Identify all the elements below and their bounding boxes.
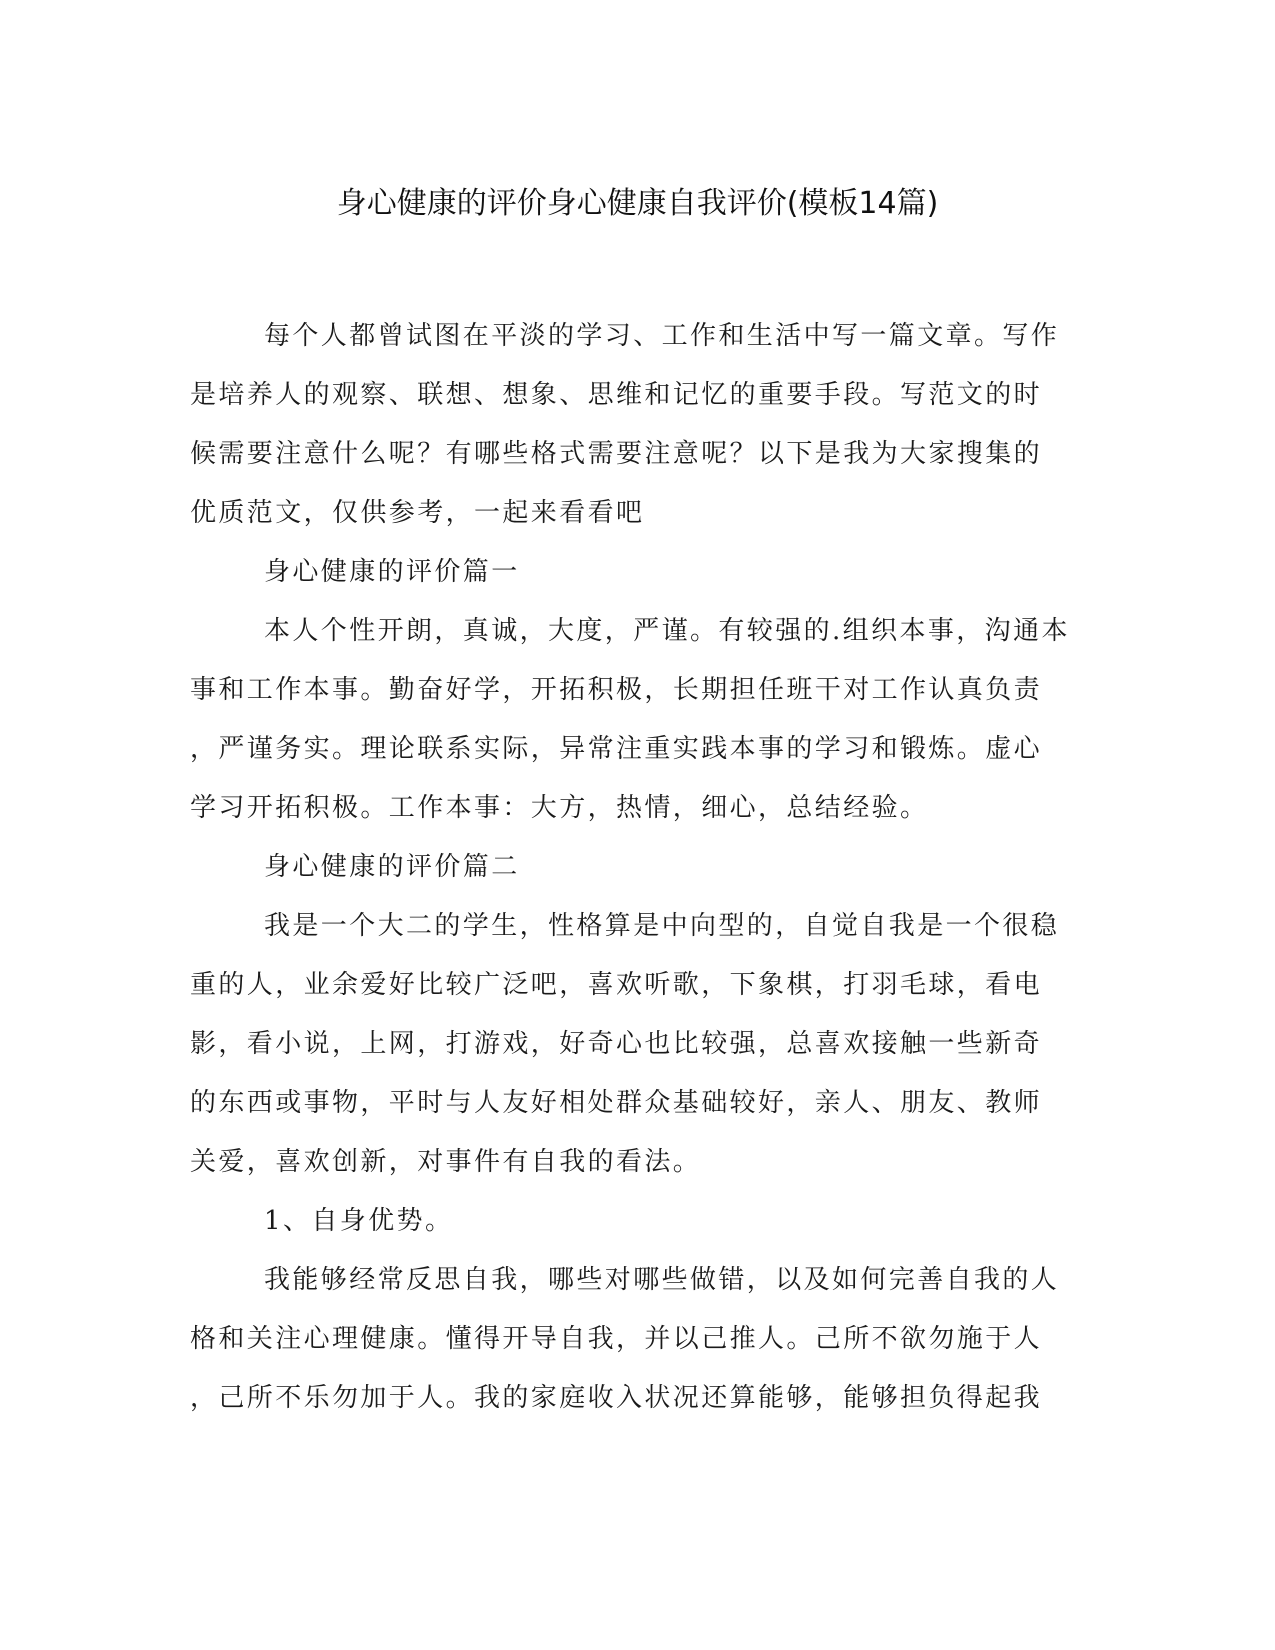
section-heading: 身心健康的评价篇一 xyxy=(264,557,520,587)
text-line: 关爱，喜欢创新，对事件有自我的看法。 xyxy=(190,1147,702,1177)
text-line: 我是一个大二的学生，性格算是中向型的，自觉自我是一个很稳 xyxy=(264,911,1060,941)
text-line: 影，看小说，上网，打游戏，好奇心也比较强，总喜欢接触一些新奇 xyxy=(190,1029,1043,1059)
text-line: 本人个性开朗，真诚，大度，严谨。有较强的.组织本事，沟通本 xyxy=(264,616,1070,646)
text-line: 我能够经常反思自我，哪些对哪些做错，以及如何完善自我的人 xyxy=(264,1265,1060,1295)
text-line: 事和工作本事。勤奋好学，开拓积极，长期担任班干对工作认真负责 xyxy=(190,675,1043,705)
text-line: 是培养人的观察、联想、想象、思维和记忆的重要手段。写范文的时 xyxy=(190,380,1043,410)
text-line: 格和关注心理健康。懂得开导自我，并以己推人。己所不欲勿施于人 xyxy=(190,1324,1043,1354)
text-line: 的东西或事物，平时与人友好相处群众基础较好，亲人、朋友、教师 xyxy=(190,1088,1043,1118)
text-line: ，己所不乐勿加于人。我的家庭收入状况还算能够，能够担负得起我 xyxy=(190,1383,1043,1413)
text-line: 学习开拓积极。工作本事：大方，热情，细心，总结经验。 xyxy=(190,793,929,823)
text-line: 每个人都曾试图在平淡的学习、工作和生活中写一篇文章。写作 xyxy=(264,321,1060,351)
text-line: 候需要注意什么呢？有哪些格式需要注意呢？以下是我为大家搜集的 xyxy=(190,439,1043,469)
text-line: 优质范文，仅供参考，一起来看看吧 xyxy=(190,498,645,528)
list-item-heading: 1、自身优势。 xyxy=(264,1206,454,1236)
section-heading: 身心健康的评价篇二 xyxy=(264,852,520,882)
document-title: 身心健康的评价身心健康自我评价(模板14篇) xyxy=(336,186,939,221)
text-line: ，严谨务实。理论联系实际，异常注重实践本事的学习和锻炼。虚心 xyxy=(190,734,1043,764)
text-line: 重的人，业余爱好比较广泛吧，喜欢听歌，下象棋，打羽毛球，看电 xyxy=(190,970,1043,1000)
